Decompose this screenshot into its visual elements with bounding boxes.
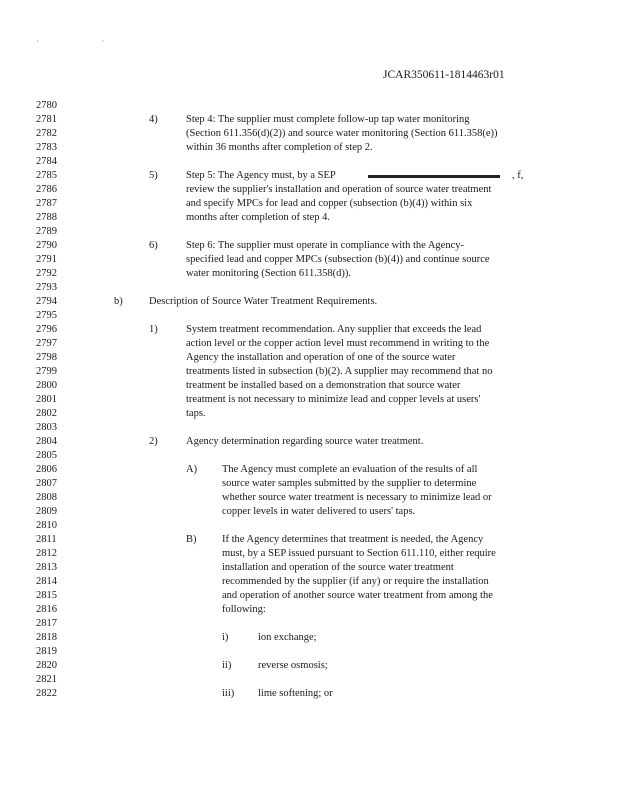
line-number: 2793 xyxy=(36,282,57,293)
line-number: 2780 xyxy=(36,100,57,111)
section-b-heading: Description of Source Water Treatment Requirements. xyxy=(149,296,378,307)
line-number: 2782 xyxy=(36,128,57,139)
item-6-line-2: specified lead and copper MPCs (subsection (b)(4)) and continue source xyxy=(186,254,490,265)
b1-line-6: treatment is not necessary to minimize lead and copper levels at users' xyxy=(186,394,481,405)
b2-A-line-2: source water samples submitted by the supplier to determine xyxy=(222,478,477,489)
line-number: 2806 xyxy=(36,464,57,475)
line-number: 2815 xyxy=(36,590,57,601)
b2-marker: 2) xyxy=(149,436,158,447)
item-5-line-1: Step 5: The Agency must, by a SEP xyxy=(186,170,336,181)
item-4-marker: 4) xyxy=(149,114,158,125)
line-number: 2796 xyxy=(36,324,57,335)
item-6-line-1: Step 6: The supplier must operate in compliance with the Agency- xyxy=(186,240,464,251)
b2-B-line-5: and operation of another source water treatment from among the xyxy=(222,590,493,601)
line-number: 2799 xyxy=(36,366,57,377)
b2-A-marker: A) xyxy=(186,464,198,475)
line-number: 2787 xyxy=(36,198,57,209)
line-number: 2798 xyxy=(36,352,57,363)
line-number: 2818 xyxy=(36,632,57,643)
document-id: JCAR350611-1814463r01 xyxy=(383,69,505,81)
line-number: 2781 xyxy=(36,114,57,125)
b1-line-4: treatments listed in subsection (b)(2). A supplier may recommend that no xyxy=(186,366,493,377)
item-4-line-3: within 36 months after completion of step 2. xyxy=(186,142,373,153)
b2-heading: Agency determination regarding source water treatment. xyxy=(186,436,424,447)
b2-B-line-3: installation and operation of the source water treatment xyxy=(222,562,454,573)
item-5-line-2: review the supplier's installation and operation of source water treatment xyxy=(186,184,492,195)
line-number: 2819 xyxy=(36,646,57,657)
b1-line-1: System treatment recommendation. Any supplier that exceeds the lead xyxy=(186,324,482,335)
line-number: 2788 xyxy=(36,212,57,223)
b1-marker: 1) xyxy=(149,324,158,335)
item-4-line-2: (Section 611.356(d)(2)) and source water monitoring (Section 611.358(e)) xyxy=(186,128,498,139)
line-number: 2803 xyxy=(36,422,57,433)
b1-line-7: taps. xyxy=(186,408,206,419)
line-number: 2816 xyxy=(36,604,57,615)
scan-corner-marks: · · xyxy=(36,36,135,46)
sub-ii-text: reverse osmosis; xyxy=(258,660,328,671)
item-5-line-3: and specify MPCs for lead and copper (subsection (b)(4)) within six xyxy=(186,198,473,209)
item-6-marker: 6) xyxy=(149,240,158,251)
sub-i-marker: i) xyxy=(222,632,229,643)
item-5-line-4: months after completion of step 4. xyxy=(186,212,331,223)
line-number: 2804 xyxy=(36,436,57,447)
b2-B-line-2: must, by a SEP issued pursuant to Section 611.110, either require xyxy=(222,548,496,559)
line-number: 2809 xyxy=(36,506,57,517)
b2-A-line-3: whether source water treatment is necessary to minimize lead or xyxy=(222,492,492,503)
line-number: 2814 xyxy=(36,576,57,587)
redaction-strike xyxy=(368,175,500,178)
line-number: 2811 xyxy=(36,534,57,545)
b1-line-3: Agency the installation and operation of one of the source water xyxy=(186,352,456,363)
item-6-line-3: water monitoring (Section 611.358(d)). xyxy=(186,268,351,279)
sub-iii-text: lime softening; or xyxy=(258,688,333,699)
line-number: 2820 xyxy=(36,660,57,671)
line-number: 2805 xyxy=(36,450,57,461)
line-number: 2795 xyxy=(36,310,57,321)
item-5-line-1-tail: , f, xyxy=(512,170,524,181)
line-number: 2822 xyxy=(36,688,57,699)
b2-A-line-1: The Agency must complete an evaluation of the results of all xyxy=(222,464,478,475)
line-number: 2794 xyxy=(36,296,57,307)
line-number: 2800 xyxy=(36,380,57,391)
line-number: 2812 xyxy=(36,548,57,559)
b2-B-line-6: following: xyxy=(222,604,266,615)
line-number: 2791 xyxy=(36,254,57,265)
line-number: 2784 xyxy=(36,156,57,167)
sub-i-text: ion exchange; xyxy=(258,632,317,643)
line-number: 2792 xyxy=(36,268,57,279)
item-5-marker: 5) xyxy=(149,170,158,181)
b1-line-5: treatment be installed based on a demonstration that source water xyxy=(186,380,461,391)
item-4-line-1: Step 4: The supplier must complete follow-up tap water monitoring xyxy=(186,114,470,125)
line-number: 2797 xyxy=(36,338,57,349)
line-number: 2790 xyxy=(36,240,57,251)
line-number: 2801 xyxy=(36,394,57,405)
line-number: 2783 xyxy=(36,142,57,153)
line-number: 2789 xyxy=(36,226,57,237)
line-number: 2808 xyxy=(36,492,57,503)
b2-B-marker: B) xyxy=(186,534,197,545)
line-number: 2810 xyxy=(36,520,57,531)
sub-iii-marker: iii) xyxy=(222,688,235,699)
b2-A-line-4: copper levels in water delivered to users' taps. xyxy=(222,506,416,517)
line-number: 2785 xyxy=(36,170,57,181)
line-number: 2807 xyxy=(36,478,57,489)
b1-line-2: action level or the copper action level must recommend in writing to the xyxy=(186,338,490,349)
line-number: 2786 xyxy=(36,184,57,195)
line-number: 2813 xyxy=(36,562,57,573)
section-b-marker: b) xyxy=(114,296,123,307)
b2-B-line-4: recommended by the supplier (if any) or require the installation xyxy=(222,576,489,587)
sub-ii-marker: ii) xyxy=(222,660,232,671)
line-number: 2817 xyxy=(36,618,57,629)
line-number: 2802 xyxy=(36,408,57,419)
line-number: 2821 xyxy=(36,674,57,685)
b2-B-line-1: If the Agency determines that treatment is needed, the Agency xyxy=(222,534,484,545)
